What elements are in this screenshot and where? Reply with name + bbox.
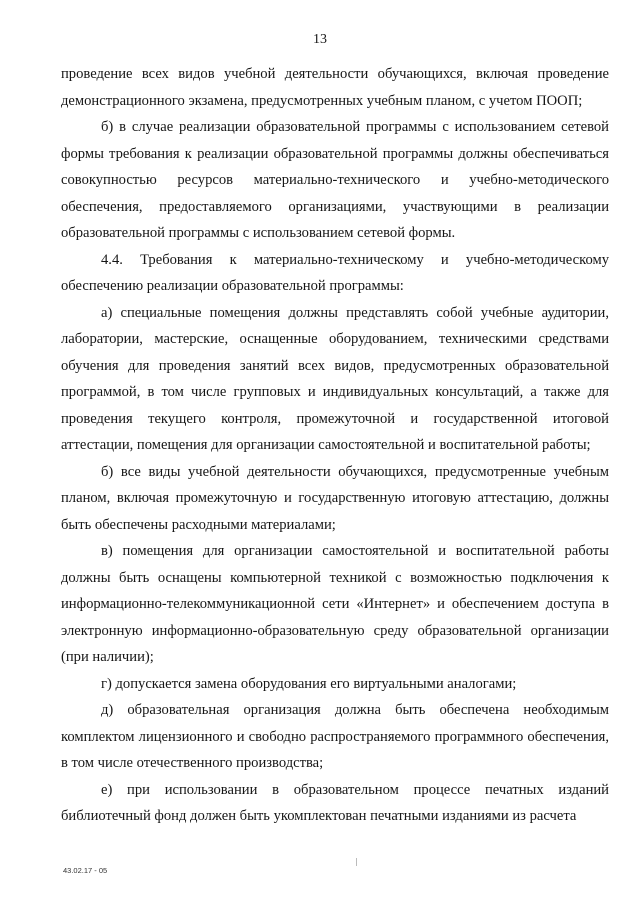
page-number: 13 [313,32,327,47]
document-body [61,61,609,830]
footer-code: 43.02.17 - 05 [63,866,108,875]
paragraph: проведение всех видов учебной деятельности обучающихся, включая проведение демонстрационного экзамена, предусмотренных учебным планом, с учетом ПООП; [61,66,609,109]
scan-artifact [356,858,357,866]
paragraph: б) в случае реализации образовательной программы с использованием сетевой формы требования к реализации образовательной программы должны обеспечиваться совокупностью ресурсов материально-технического и учебно-методического обеспечения, предоставляемого организациями, участвующими в реализации образовательной программы с использованием сетевой формы. [61,119,609,241]
paragraph: г) допускается замена оборудования его виртуальными аналогами; [101,675,517,692]
paragraph: д) образовательная организация должна быть обеспечена необходимым комплектом лицензионного и свободно распространяемого программного обеспечения, в том числе отечественного производства; [61,702,609,771]
paragraph: в) помещения для организации самостоятельной и воспитательной работы должны быть оснащены компьютерной техникой с возможностью подключения к информационно-телекоммуникационной сети «Интернет» и обеспечением доступа в электронную информационно-образовательную среду образовательной организации (при наличии); [61,543,609,665]
paragraph: б) все виды учебной деятельности обучающихся, предусмотренные учебным планом, включая промежуточную и государственную итоговую аттестацию, должны быть обеспечены расходными материалами; [61,463,609,533]
paragraph: е) при использовании в образовательном процессе печатных изданий библиотечный фонд должен быть укомплектован печатными изданиями из расчета [61,781,609,824]
paragraph: 4.4. Требования к материально-техническому и учебно-методическому обеспечению реализации образовательной программы: [61,251,609,294]
paragraph: а) специальные помещения должны представлять собой учебные аудитории, лаборатории, мастерские, оснащенные оборудованием, техническими средствами обучения для проведения занятий всех видов, предусмотренных образовательной программой, в том числе групповых и индивидуальных консультаций, а также для проведения текущего контроля, промежуточной и государственной итоговой аттестации, помещения для организации самостоятельной и воспитательной работы; [61,304,609,453]
